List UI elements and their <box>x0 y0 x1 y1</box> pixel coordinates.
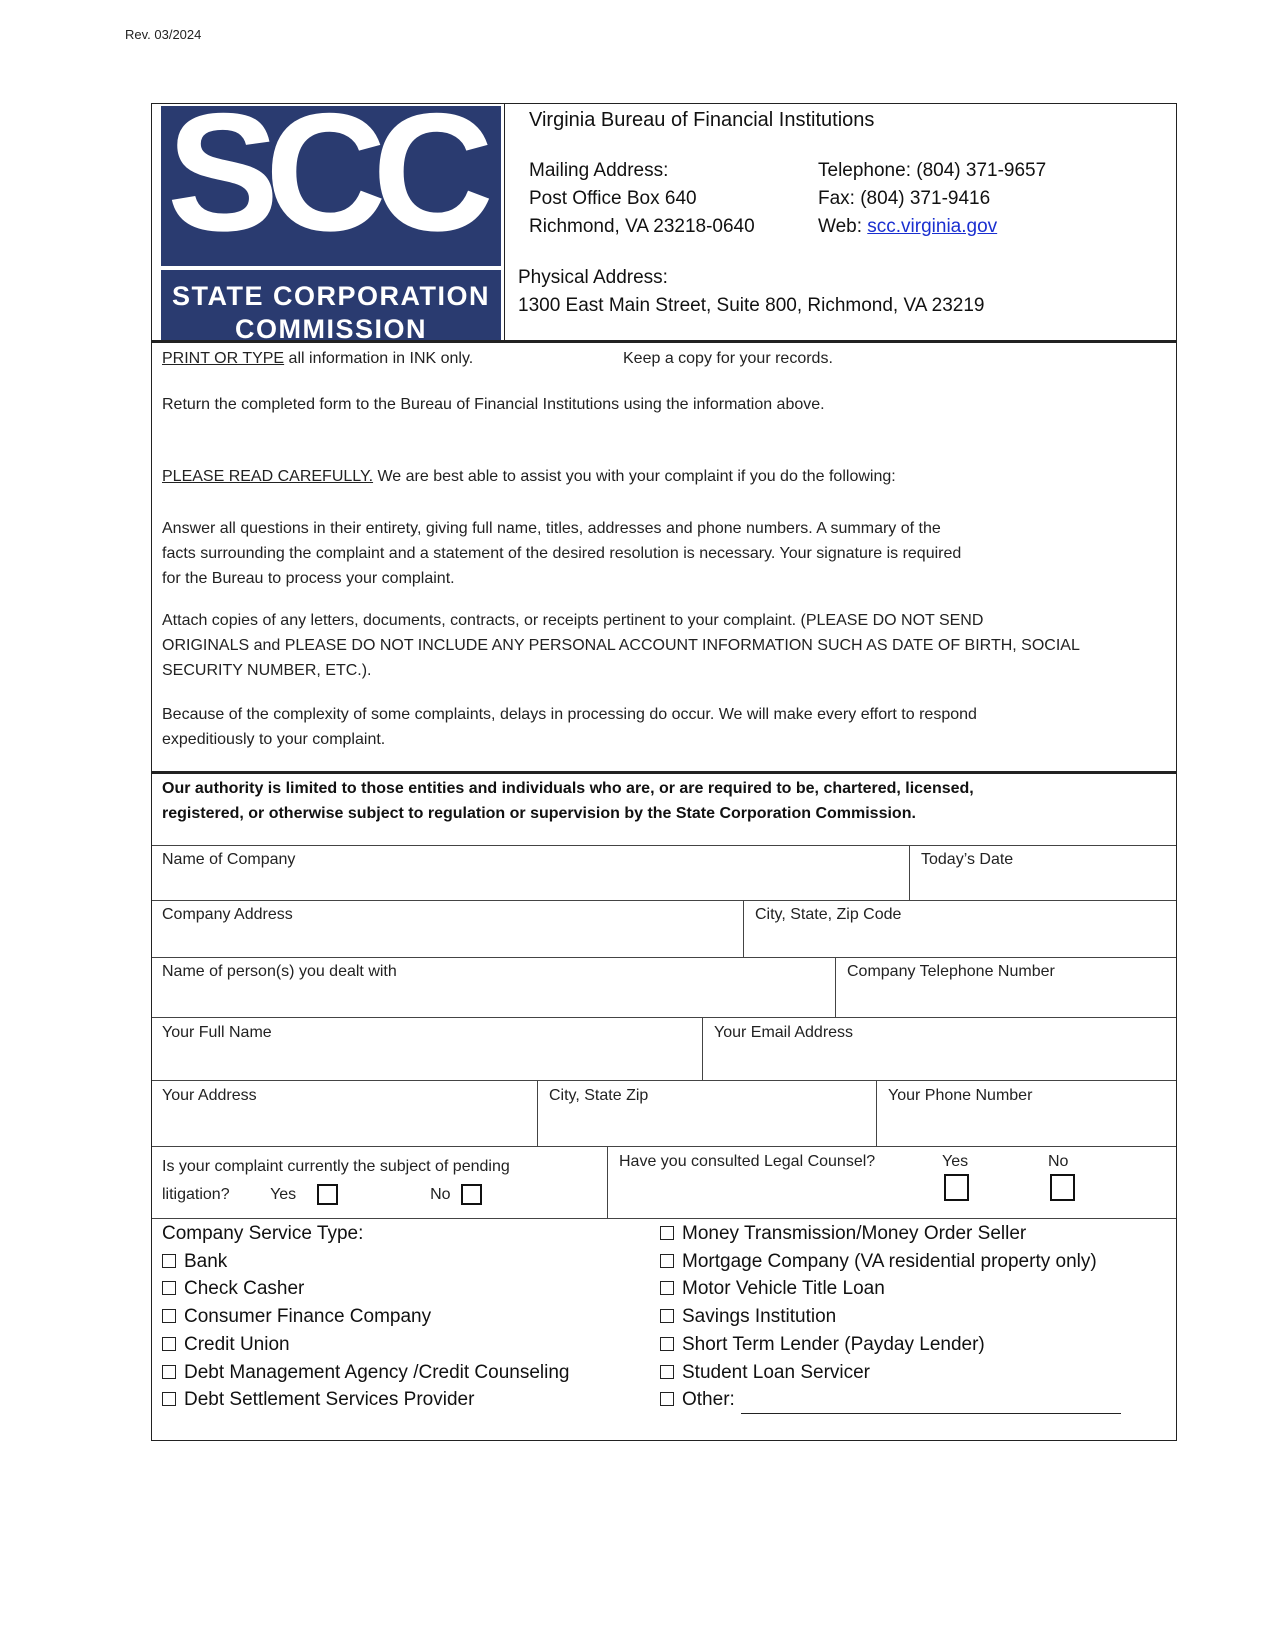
return-instruction: Return the completed form to the Bureau of Financial Institutions using the information above. <box>162 396 825 413</box>
scc-logo <box>161 106 501 340</box>
mailing-label: Mailing Address: <box>529 160 669 181</box>
telephone: Telephone: (804) 371-9657 <box>818 160 1047 181</box>
read-carefully: PLEASE READ CAREFULLY. We are best able to assist you with your complaint if you do the following: <box>162 468 896 485</box>
litigation-row: litigation? Yes No <box>162 1181 510 1209</box>
todays-date-field[interactable]: Today’s Date <box>921 851 1014 868</box>
company-name-field[interactable]: Name of Company <box>162 851 296 868</box>
grid-divider <box>835 957 836 1017</box>
attach-paragraph: Attach copies of any letters, documents, contracts, or receipts pertinent to your complaint. (PLEASE DO NOT SEND ORIGINALS and PLEASE DO NOT INCLUDE ANY PERSONAL ACCOUNT INFORMATION SUCH AS DATE OF BIRTH, SOCIAL SECURITY NUMBER, ETC.). <box>162 612 1080 679</box>
company-phone-field[interactable]: Company Telephone Number <box>847 963 1055 980</box>
physical-address <box>518 264 985 320</box>
your-name-field[interactable]: Your Full Name <box>162 1024 272 1041</box>
checkbox[interactable] <box>660 1281 674 1295</box>
checkbox[interactable] <box>162 1281 176 1295</box>
service-option[interactable]: Mortgage Company (VA residential property only) <box>660 1248 1121 1276</box>
physical-line: 1300 East Main Street, Suite 800, Richmond, VA 23219 <box>518 295 985 316</box>
service-option[interactable]: Short Term Lender (Payday Lender) <box>660 1331 1121 1359</box>
grid-rule-6 <box>152 1146 1176 1147</box>
complaint-form <box>151 103 1177 1441</box>
physical-label: Physical Address: <box>518 267 668 288</box>
grid-rule-1 <box>152 845 1176 846</box>
person-dealt-field[interactable]: Name of person(s) you dealt with <box>162 963 397 980</box>
your-phone-field[interactable]: Your Phone Number <box>888 1087 1033 1104</box>
mailing-line-1: Post Office Box 640 <box>529 188 697 209</box>
grid-divider <box>909 845 910 900</box>
checkbox[interactable] <box>660 1392 674 1406</box>
service-option[interactable]: Motor Vehicle Title Loan <box>660 1275 1121 1303</box>
grid-rule-3 <box>152 957 1176 958</box>
logo-line-2: COMMISSION <box>234 314 427 340</box>
revision-date: Rev. 03/2024 <box>125 27 202 42</box>
service-option[interactable]: Savings Institution <box>660 1303 1121 1331</box>
checkbox[interactable] <box>162 1392 176 1406</box>
grid-rule-5 <box>152 1080 1176 1081</box>
litigation-no-label: No <box>430 1186 451 1203</box>
service-option[interactable]: Student Loan Servicer <box>660 1359 1121 1387</box>
service-option[interactable]: Credit Union <box>162 1331 570 1359</box>
checkbox[interactable] <box>660 1309 674 1323</box>
legal-counsel-question: Have you consulted Legal Counsel? <box>619 1153 876 1170</box>
keep-copy: Keep a copy for your records. <box>623 350 833 367</box>
grid-divider <box>537 1080 538 1146</box>
company-city-field[interactable]: City, State, Zip Code <box>755 906 902 923</box>
fax: Fax: (804) 371-9416 <box>818 188 991 209</box>
header-divider <box>504 104 505 340</box>
checkbox[interactable] <box>660 1226 674 1240</box>
logo-rule <box>161 266 501 270</box>
other-input-line[interactable] <box>741 1395 1121 1414</box>
service-type-right <box>660 1220 1121 1414</box>
checkbox[interactable] <box>162 1337 176 1351</box>
legal-no-label: No <box>1048 1153 1069 1170</box>
your-city-field[interactable]: City, State Zip <box>549 1087 649 1104</box>
read-carefully-label: PLEASE READ CAREFULLY. <box>162 468 374 485</box>
company-address-field[interactable]: Company Address <box>162 906 293 923</box>
print-instruction: PRINT OR TYPE all information in INK only. <box>162 350 474 367</box>
authority-rule <box>152 771 1176 774</box>
contact-info <box>818 157 1046 241</box>
grid-divider <box>743 900 744 957</box>
grid-rule-7 <box>152 1218 1176 1219</box>
grid-rule-4 <box>152 1017 1176 1018</box>
service-option-other[interactable]: Other: <box>660 1386 1121 1414</box>
web <box>818 213 1046 241</box>
header-bottom-rule <box>152 340 1176 343</box>
bureau-title: Virginia Bureau of Financial Institutions <box>529 109 875 131</box>
service-option[interactable]: Consumer Finance Company <box>162 1303 570 1331</box>
your-email-field[interactable]: Your Email Address <box>714 1024 854 1041</box>
grid-divider <box>607 1146 608 1218</box>
web-label: Web: <box>818 216 868 237</box>
checkbox[interactable] <box>162 1309 176 1323</box>
legal-no-checkbox[interactable] <box>1050 1174 1075 1201</box>
grid-divider <box>702 1017 703 1080</box>
web-link[interactable]: scc.virginia.gov <box>867 216 998 237</box>
service-option[interactable]: Debt Management Agency /Credit Counseling <box>162 1359 570 1387</box>
mailing-line-2: Richmond, VA 23218-0640 <box>529 216 755 237</box>
litigation-no-checkbox[interactable] <box>461 1184 482 1205</box>
litigation-yes-checkbox[interactable] <box>317 1184 338 1205</box>
service-option[interactable]: Money Transmission/Money Order Seller <box>660 1220 1121 1248</box>
grid-divider <box>876 1080 877 1146</box>
checkbox[interactable] <box>660 1337 674 1351</box>
answer-paragraph: Answer all questions in their entirety, giving full name, titles, addresses and phone numbers. A summary of the facts surrounding the complaint and a statement of the desired resolution is necessary. Your signature is required for the Bureau to process your complaint. <box>162 520 962 587</box>
checkbox[interactable] <box>660 1365 674 1379</box>
service-option[interactable]: Bank <box>162 1248 570 1276</box>
legal-yes-label: Yes <box>942 1153 969 1170</box>
checkbox[interactable] <box>660 1254 674 1268</box>
mailing-address <box>529 157 755 241</box>
checkbox[interactable] <box>162 1365 176 1379</box>
grid-rule-2 <box>152 900 1176 901</box>
service-option[interactable]: Check Casher <box>162 1275 570 1303</box>
logo-mark: SCC <box>167 106 480 266</box>
litigation-question: Is your complaint currently the subject of pending litigation? Yes No <box>162 1153 510 1209</box>
logo-line-1: STATE CORPORATION <box>172 281 490 311</box>
delay-paragraph: Because of the complexity of some complaints, delays in processing do occur. We will make every effort to respond expeditiously to your complaint. <box>162 706 977 748</box>
print-or-type: PRINT OR TYPE <box>162 350 285 367</box>
service-type-left <box>162 1220 570 1414</box>
service-type-heading: Company Service Type: <box>162 1223 364 1244</box>
checkbox[interactable] <box>162 1254 176 1268</box>
service-option[interactable]: Debt Settlement Services Provider <box>162 1386 570 1414</box>
your-address-field[interactable]: Your Address <box>162 1087 257 1104</box>
litigation-yes-label: Yes <box>270 1186 297 1203</box>
legal-yes-checkbox[interactable] <box>944 1174 969 1201</box>
authority-statement: Our authority is limited to those entities and individuals who are, or are required to be, chartered, licensed, registered, or otherwise subject to regulation or supervision by the State Corporation Commission. <box>162 780 974 822</box>
